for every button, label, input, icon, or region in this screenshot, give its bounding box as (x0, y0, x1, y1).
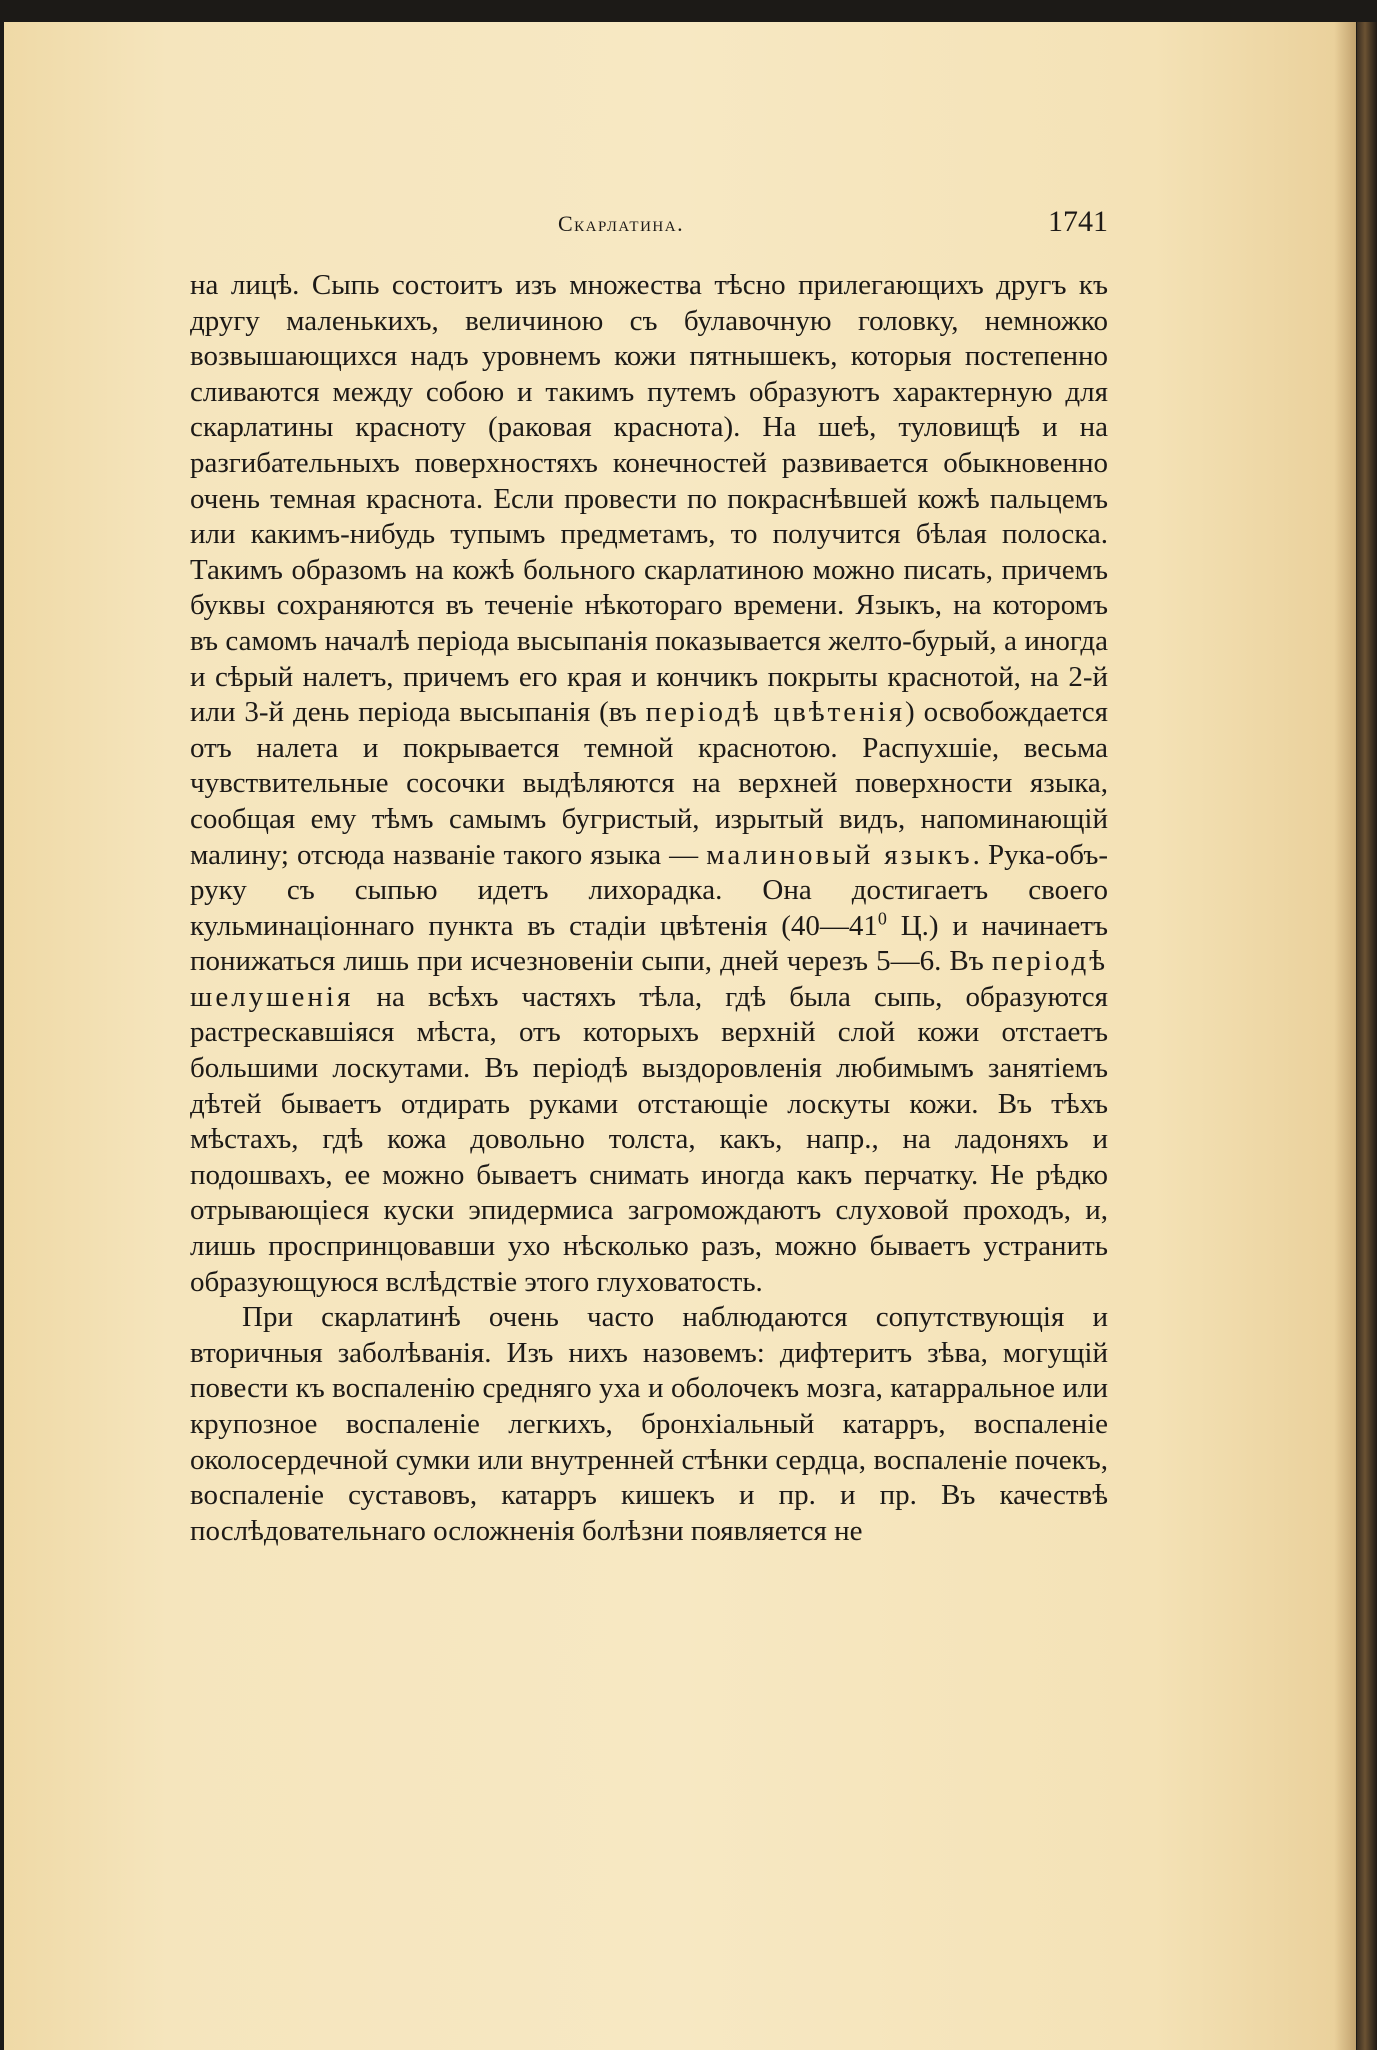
paragraph-1 (190, 268, 1108, 1300)
spaced-term-peeling: періодѣ шелушенія (190, 945, 1108, 1013)
spaced-term-flowering: періодѣ цвѣтенія (645, 696, 906, 729)
text-run: . Рука-объ-руку съ сыпью идетъ лихорадка. Она достигаетъ своего кульминаціоннаго пункта въ стадіи цвѣтенія (40—41 (190, 838, 1108, 942)
text-run: на лицѣ. Сыпь состоитъ изъ множества тѣсно прилегающихъ другъ къ другу маленькихъ, величиною съ булавочную головку, немножко возвышающихся надъ уровнемъ кожи пятнышекъ, которыя постепенно сливаются между собою и такимъ путемъ образуютъ характерную для скарлатины красноту (раковая краснота). На шеѣ, туловищѣ и на разгибательныхъ поверхностяхъ конечностей развивается обыкновенно очень темная краснота. Если провести по покраснѣвшей кожѣ пальцемъ или какимъ-нибудь тупымъ предметамъ, то получится бѣлая полоска. Такимъ образомъ на кожѣ больного скарлатиною можно писать, причемъ буквы сохраняются въ теченіе нѣкотораго времени. Языкъ, на которомъ въ самомъ началѣ періода высыпанія показывается желто-бурый, а иногда и сѣрый налетъ, причемъ его края и кончикъ покрыты краснотой, на 2-й или 3-й день періода высыпанія (въ (190, 269, 1108, 729)
spaced-term-raspberry-tongue: малиновый языкъ (706, 838, 973, 871)
degree-superscript: 0 (877, 908, 887, 929)
paragraph-2: При скарлатинѣ очень часто наблюдаются сопутствующія и вторичныя заболѣванія. Изъ нихъ назовемъ: дифтеритъ зѣва, могущій повести къ воспаленію средняго уха и оболочекъ мозга, катарральное или крупозное воспаленіе легкихъ, бронхіальный катарръ, воспаленіе околосердечной сумки или внутренней стѣнки сердца, воспаленіе почекъ, воспаленіе суставовъ, катарръ кишекъ и пр. и пр. Въ качествѣ послѣдовательнаго осложненія болѣзни появляется не (190, 1301, 1108, 1547)
running-title: Скарлатина. (558, 211, 685, 236)
book-spine-edge (1357, 22, 1377, 2050)
text-run: на всѣхъ частяхъ тѣла, гдѣ была сыпь, образуются растрескавшіяся мѣста, отъ которыхъ верхній слой кожи отстаетъ большими лоскутами. Въ періодѣ выздоровленія любимымъ занятіемъ дѣтей бываетъ отдирать руками отстающіе лоскуты кожи. Въ тѣхъ мѣстахъ, гдѣ кожа довольно толста, какъ, напр., на ладоняхъ и подошвахъ, ее можно бываетъ снимать иногда какъ перчатку. Не рѣдко отрывающіеся куски эпидермиса загромождаютъ слуховой проходъ, и, лишь проспринцовавши ухо нѣсколько разъ, можно бываетъ устранить образующуюся вслѣдствіе этого глуховатость. (190, 980, 1108, 1298)
page-number: 1741 (1048, 205, 1108, 238)
text-run: Ц.) и начинаетъ понижаться лишь при исчезновеніи сыпи, дней черезъ 5—6. Въ (190, 909, 1108, 978)
page-header (238, 205, 1108, 245)
text-run: ) освобождается отъ налета и покрывается темной краснотою. Распухшіе, весьма чувствительные сосочки выдѣляются на верхней поверхности языка, сообщая ему тѣмъ самымъ бугристый, изрытый видъ, напоминающій малину; отсюда названіе такого языка — (190, 696, 1108, 871)
body-text (190, 268, 1108, 1549)
